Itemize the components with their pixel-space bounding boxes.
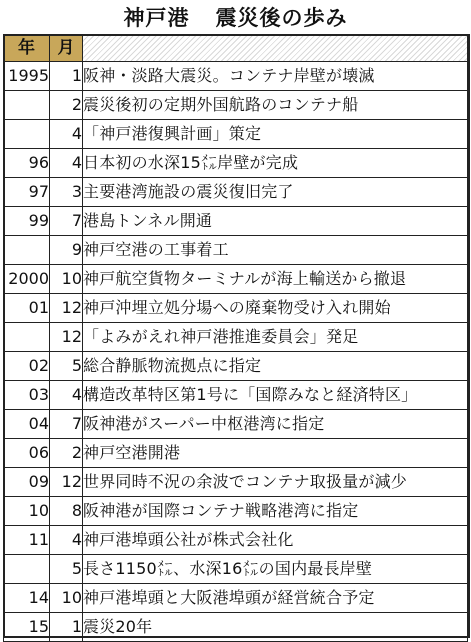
year-cell: 03 bbox=[4, 381, 50, 410]
month-cell: 12 bbox=[50, 468, 83, 497]
year-cell: 2000 bbox=[4, 265, 50, 294]
month-cell: 9 bbox=[50, 236, 83, 265]
table-row bbox=[4, 120, 468, 149]
event-cell: 神戸沖埋立処分場への廃棄物受け入れ開始 bbox=[83, 294, 468, 323]
event-cell: 「よみがえれ神戸港推進委員会」発足 bbox=[83, 323, 468, 352]
table-row bbox=[4, 352, 468, 381]
year-cell: 09 bbox=[4, 468, 50, 497]
table-row bbox=[4, 613, 468, 642]
table-row bbox=[4, 381, 468, 410]
month-cell: 7 bbox=[50, 410, 83, 439]
event-cell: 「神戸港復興計画」策定 bbox=[83, 120, 468, 149]
year-cell bbox=[4, 120, 50, 149]
table-row bbox=[4, 236, 468, 265]
history-table bbox=[3, 34, 468, 642]
title-port: 神戸港 bbox=[123, 6, 190, 30]
month-cell: 2 bbox=[50, 91, 83, 120]
event-cell: 阪神・淡路大震災。コンテナ岸壁が壊滅 bbox=[83, 62, 468, 91]
table-row bbox=[4, 294, 468, 323]
table-row bbox=[4, 439, 468, 468]
event-cell: 日本初の水深15㍍岸壁が完成 bbox=[83, 149, 468, 178]
event-cell: 構造改革特区第1号に「国際みなと経済特区」 bbox=[83, 381, 468, 410]
year-cell: 15 bbox=[4, 613, 50, 642]
month-cell: 4 bbox=[50, 526, 83, 555]
event-header bbox=[83, 35, 468, 62]
month-cell: 7 bbox=[50, 207, 83, 236]
year-cell: 11 bbox=[4, 526, 50, 555]
table-body bbox=[4, 62, 468, 642]
year-cell bbox=[4, 323, 50, 352]
event-cell: 世界同時不況の余波でコンテナ取扱量が減少 bbox=[83, 468, 468, 497]
month-cell: 10 bbox=[50, 584, 83, 613]
month-cell: 3 bbox=[50, 178, 83, 207]
event-cell: 神戸空港の工事着工 bbox=[83, 236, 468, 265]
year-cell: 99 bbox=[4, 207, 50, 236]
month-cell: 4 bbox=[50, 149, 83, 178]
month-cell: 5 bbox=[50, 555, 83, 584]
year-cell: 01 bbox=[4, 294, 50, 323]
header-row bbox=[4, 35, 468, 62]
year-cell: 06 bbox=[4, 439, 50, 468]
event-cell: 長さ1150㍍、水深16㍍の国内最長岸壁 bbox=[83, 555, 468, 584]
month-cell: 12 bbox=[50, 323, 83, 352]
table-row bbox=[4, 207, 468, 236]
year-cell bbox=[4, 91, 50, 120]
event-cell: 港島トンネル開通 bbox=[83, 207, 468, 236]
table-row bbox=[4, 149, 468, 178]
table-row bbox=[4, 323, 468, 352]
event-cell: 総合静脈物流拠点に指定 bbox=[83, 352, 468, 381]
year-cell: 14 bbox=[4, 584, 50, 613]
month-cell: 2 bbox=[50, 439, 83, 468]
table-row bbox=[4, 178, 468, 207]
event-cell: 阪神港が国際コンテナ戦略港湾に指定 bbox=[83, 497, 468, 526]
year-cell bbox=[4, 555, 50, 584]
table-row bbox=[4, 584, 468, 613]
year-header: 年 bbox=[4, 35, 50, 62]
table-row bbox=[4, 497, 468, 526]
year-cell: 04 bbox=[4, 410, 50, 439]
table-row bbox=[4, 62, 468, 91]
title-subtitle: 震災後の歩み bbox=[215, 6, 348, 30]
table-row bbox=[4, 526, 468, 555]
month-cell: 5 bbox=[50, 352, 83, 381]
event-cell: 阪神港がスーパー中枢港湾に指定 bbox=[83, 410, 468, 439]
year-cell: 96 bbox=[4, 149, 50, 178]
month-cell: 4 bbox=[50, 120, 83, 149]
month-cell: 4 bbox=[50, 381, 83, 410]
year-cell: 10 bbox=[4, 497, 50, 526]
year-cell bbox=[4, 236, 50, 265]
event-cell: 神戸空港開港 bbox=[83, 439, 468, 468]
month-cell: 1 bbox=[50, 613, 83, 642]
year-cell: 02 bbox=[4, 352, 50, 381]
table-row bbox=[4, 265, 468, 294]
year-cell: 1995 bbox=[4, 62, 50, 91]
month-cell: 10 bbox=[50, 265, 83, 294]
event-cell: 主要港湾施設の震災復旧完了 bbox=[83, 178, 468, 207]
event-cell: 神戸航空貨物ターミナルが海上輸送から撤退 bbox=[83, 265, 468, 294]
table-row bbox=[4, 91, 468, 120]
month-cell: 1 bbox=[50, 62, 83, 91]
event-cell: 神戸港埠頭と大阪港埠頭が経営統合予定 bbox=[83, 584, 468, 613]
month-header: 月 bbox=[50, 35, 83, 62]
month-cell: 12 bbox=[50, 294, 83, 323]
event-cell: 震災後初の定期外国航路のコンテナ船 bbox=[83, 91, 468, 120]
event-cell: 震災20年 bbox=[83, 613, 468, 642]
table-row bbox=[4, 468, 468, 497]
page-title bbox=[0, 0, 471, 34]
table-row bbox=[4, 410, 468, 439]
month-cell: 8 bbox=[50, 497, 83, 526]
event-cell: 神戸港埠頭公社が株式会社化 bbox=[83, 526, 468, 555]
table-row bbox=[4, 555, 468, 584]
year-cell: 97 bbox=[4, 178, 50, 207]
